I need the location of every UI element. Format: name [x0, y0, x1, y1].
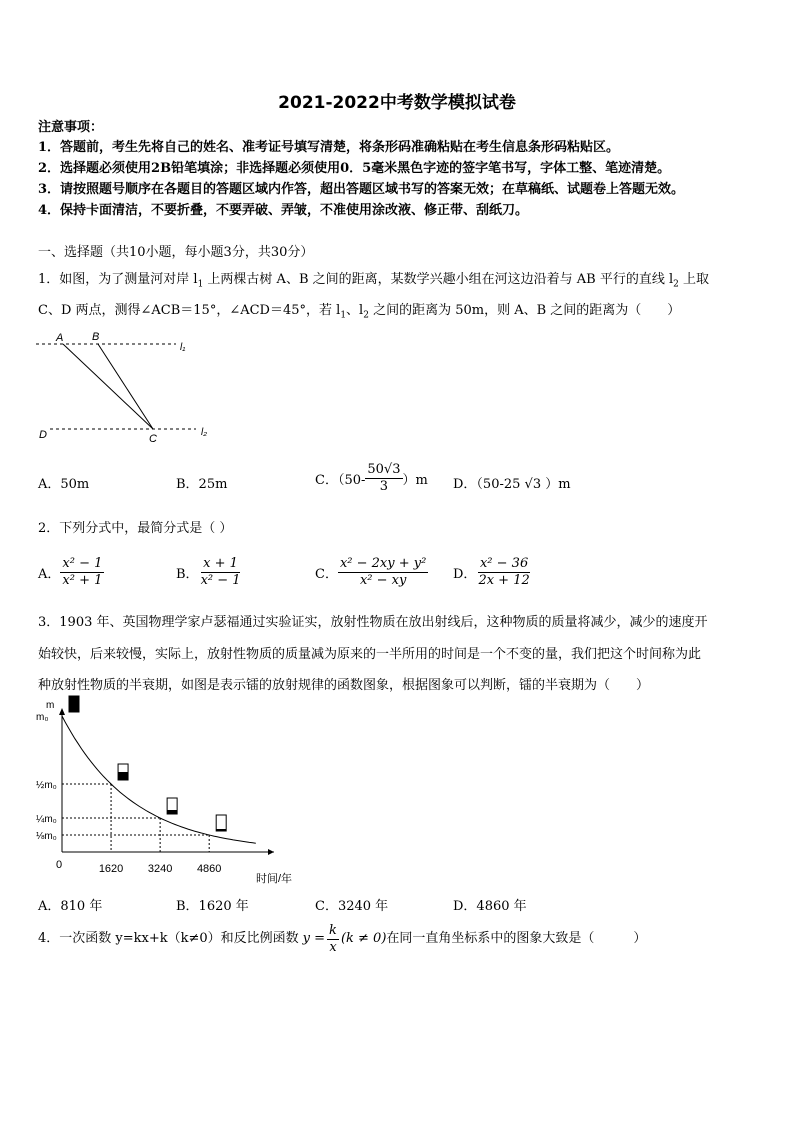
l2-label: l₂ — [201, 427, 208, 438]
q2-option-d[interactable]: D． $\frac{\text{x² − 36}}{2x + 12}$ — [453, 556, 530, 588]
point-d-label: D — [39, 429, 47, 441]
q1-option-d[interactable]: D．（50-25 √3 ）m — [453, 477, 571, 492]
q2-option-c[interactable]: C． $\frac{\text{x² − 2xy + y²}}{\text{x² − xy}}$ — [315, 556, 427, 588]
q1-option-c[interactable]: C．（50- $\frac{50√3}{3}$ ）m — [315, 462, 428, 494]
q3-option-d[interactable]: D．4860 年 — [453, 899, 527, 914]
vial-fill-0 — [69, 696, 79, 712]
notice-item-1: 1．答题前，考生先将自己的姓名、准考证号填写清楚，将条形码准确粘贴在考生信息条形码粘贴区。 — [38, 140, 620, 155]
q1-line1: 1．如图，为了测量河对岸 $l_1$ 上两棵古树 A、B 之间的距离，某数学兴趣小组在河这边沿着与 AB 平行的直线 $l_2$ 上取 — [38, 272, 710, 290]
y-axis-label: m — [46, 700, 55, 711]
vial-fill-1 — [118, 772, 128, 780]
q3-option-a[interactable]: A．810 年 — [38, 899, 103, 914]
x-tick-4860: 4860 — [196, 863, 222, 875]
notice-item-4: 4．保持卡面清洁，不要折叠，不要弄破、弄皱，不准使用涂改液、修正带、刮纸刀。 — [38, 203, 529, 218]
q3-line3: 种放射性物质的半衰期，如图是表示镭的放射规律的函数图象，根据图象可以判断，镭的半衰期为（ ） — [38, 678, 650, 693]
q1-option-b[interactable]: B．25m — [176, 477, 228, 492]
decay-chart — [34, 700, 309, 890]
segment-bc — [98, 344, 153, 429]
vial-fill-2 — [167, 810, 177, 814]
y-label-3: ⅛m₀ — [36, 831, 57, 842]
x-tick-1620: 1620 — [98, 863, 124, 875]
notice-item-2: 2．选择题必须使用2B铅笔填涂；非选择题必须使用0．5毫米黑色字迹的签字笔书写，字体工整、笔迹清楚。 — [38, 161, 671, 176]
x-axis-label: 时间/年 — [256, 873, 293, 885]
x-tick-3240: 3240 — [147, 863, 173, 875]
q2-stem: 2．下列分式中，最简分式是（ ） — [38, 521, 233, 536]
y-label-2: ¼m₀ — [36, 814, 57, 825]
q2-option-b[interactable]: B． $\frac{x + 1}{\text{x² − 1}}$ — [176, 556, 241, 588]
vial-3 — [216, 815, 226, 831]
q4-stem: 4．一次函数 y=kx+k（k≠0）和反比例函数 y = $\frac{k}{x}$ (k ≠ 0) 在同一直角坐标系中的图象大致是（ ） — [38, 922, 647, 955]
q3-option-c[interactable]: C．3240 年 — [315, 899, 389, 914]
notice-heading: 注意事项： — [38, 120, 104, 135]
point-c-label: C — [149, 433, 157, 445]
page-title: 2021-2022中考数学模拟试卷 — [278, 93, 516, 113]
q2-option-a[interactable]: A． $\frac{\text{x² − 1}}{\text{x² + 1}}$ — [38, 556, 103, 588]
y-label-0: m₀ — [36, 712, 49, 723]
q3-option-b[interactable]: B．1620 年 — [176, 899, 249, 914]
notice-item-3: 3．请按照题号顺序在各题目的答题区域内作答，超出答题区域书写的答案无效；在草稿纸、试题卷上答题无效。 — [38, 182, 685, 197]
section-heading: 一、选择题（共10小题，每小题3分，共30分） — [38, 245, 314, 260]
point-a-label: A — [56, 332, 64, 344]
q3-line1: 3．1903 年、英国物理学家卢瑟福通过实验证实，放射性物质在放出射线后，这种物质的质量将减少，减少的速度开 — [38, 615, 708, 630]
origin-label: 0 — [56, 859, 63, 871]
y-label-1: ½m₀ — [36, 780, 57, 791]
segment-ac — [63, 344, 153, 429]
q1-option-a[interactable]: A．50m — [38, 477, 90, 492]
q3-line2: 始较快，后来较慢，实际上，放射性物质的质量减为原来的一半所用的时间是一个不变的量，我们把这个时间称为此 — [38, 647, 702, 662]
q1-line2: C、D 两点，测得∠ACB＝15°，∠ACD＝45°，若 $l_1$、$l_2$ 之间的距离为 50m，则 A、B 之间的距离为（ ） — [38, 303, 681, 321]
q1-river-figure — [36, 328, 206, 448]
vial-fill-3 — [216, 829, 226, 831]
l1-label: l₁ — [180, 342, 186, 353]
point-b-label: B — [92, 331, 100, 343]
